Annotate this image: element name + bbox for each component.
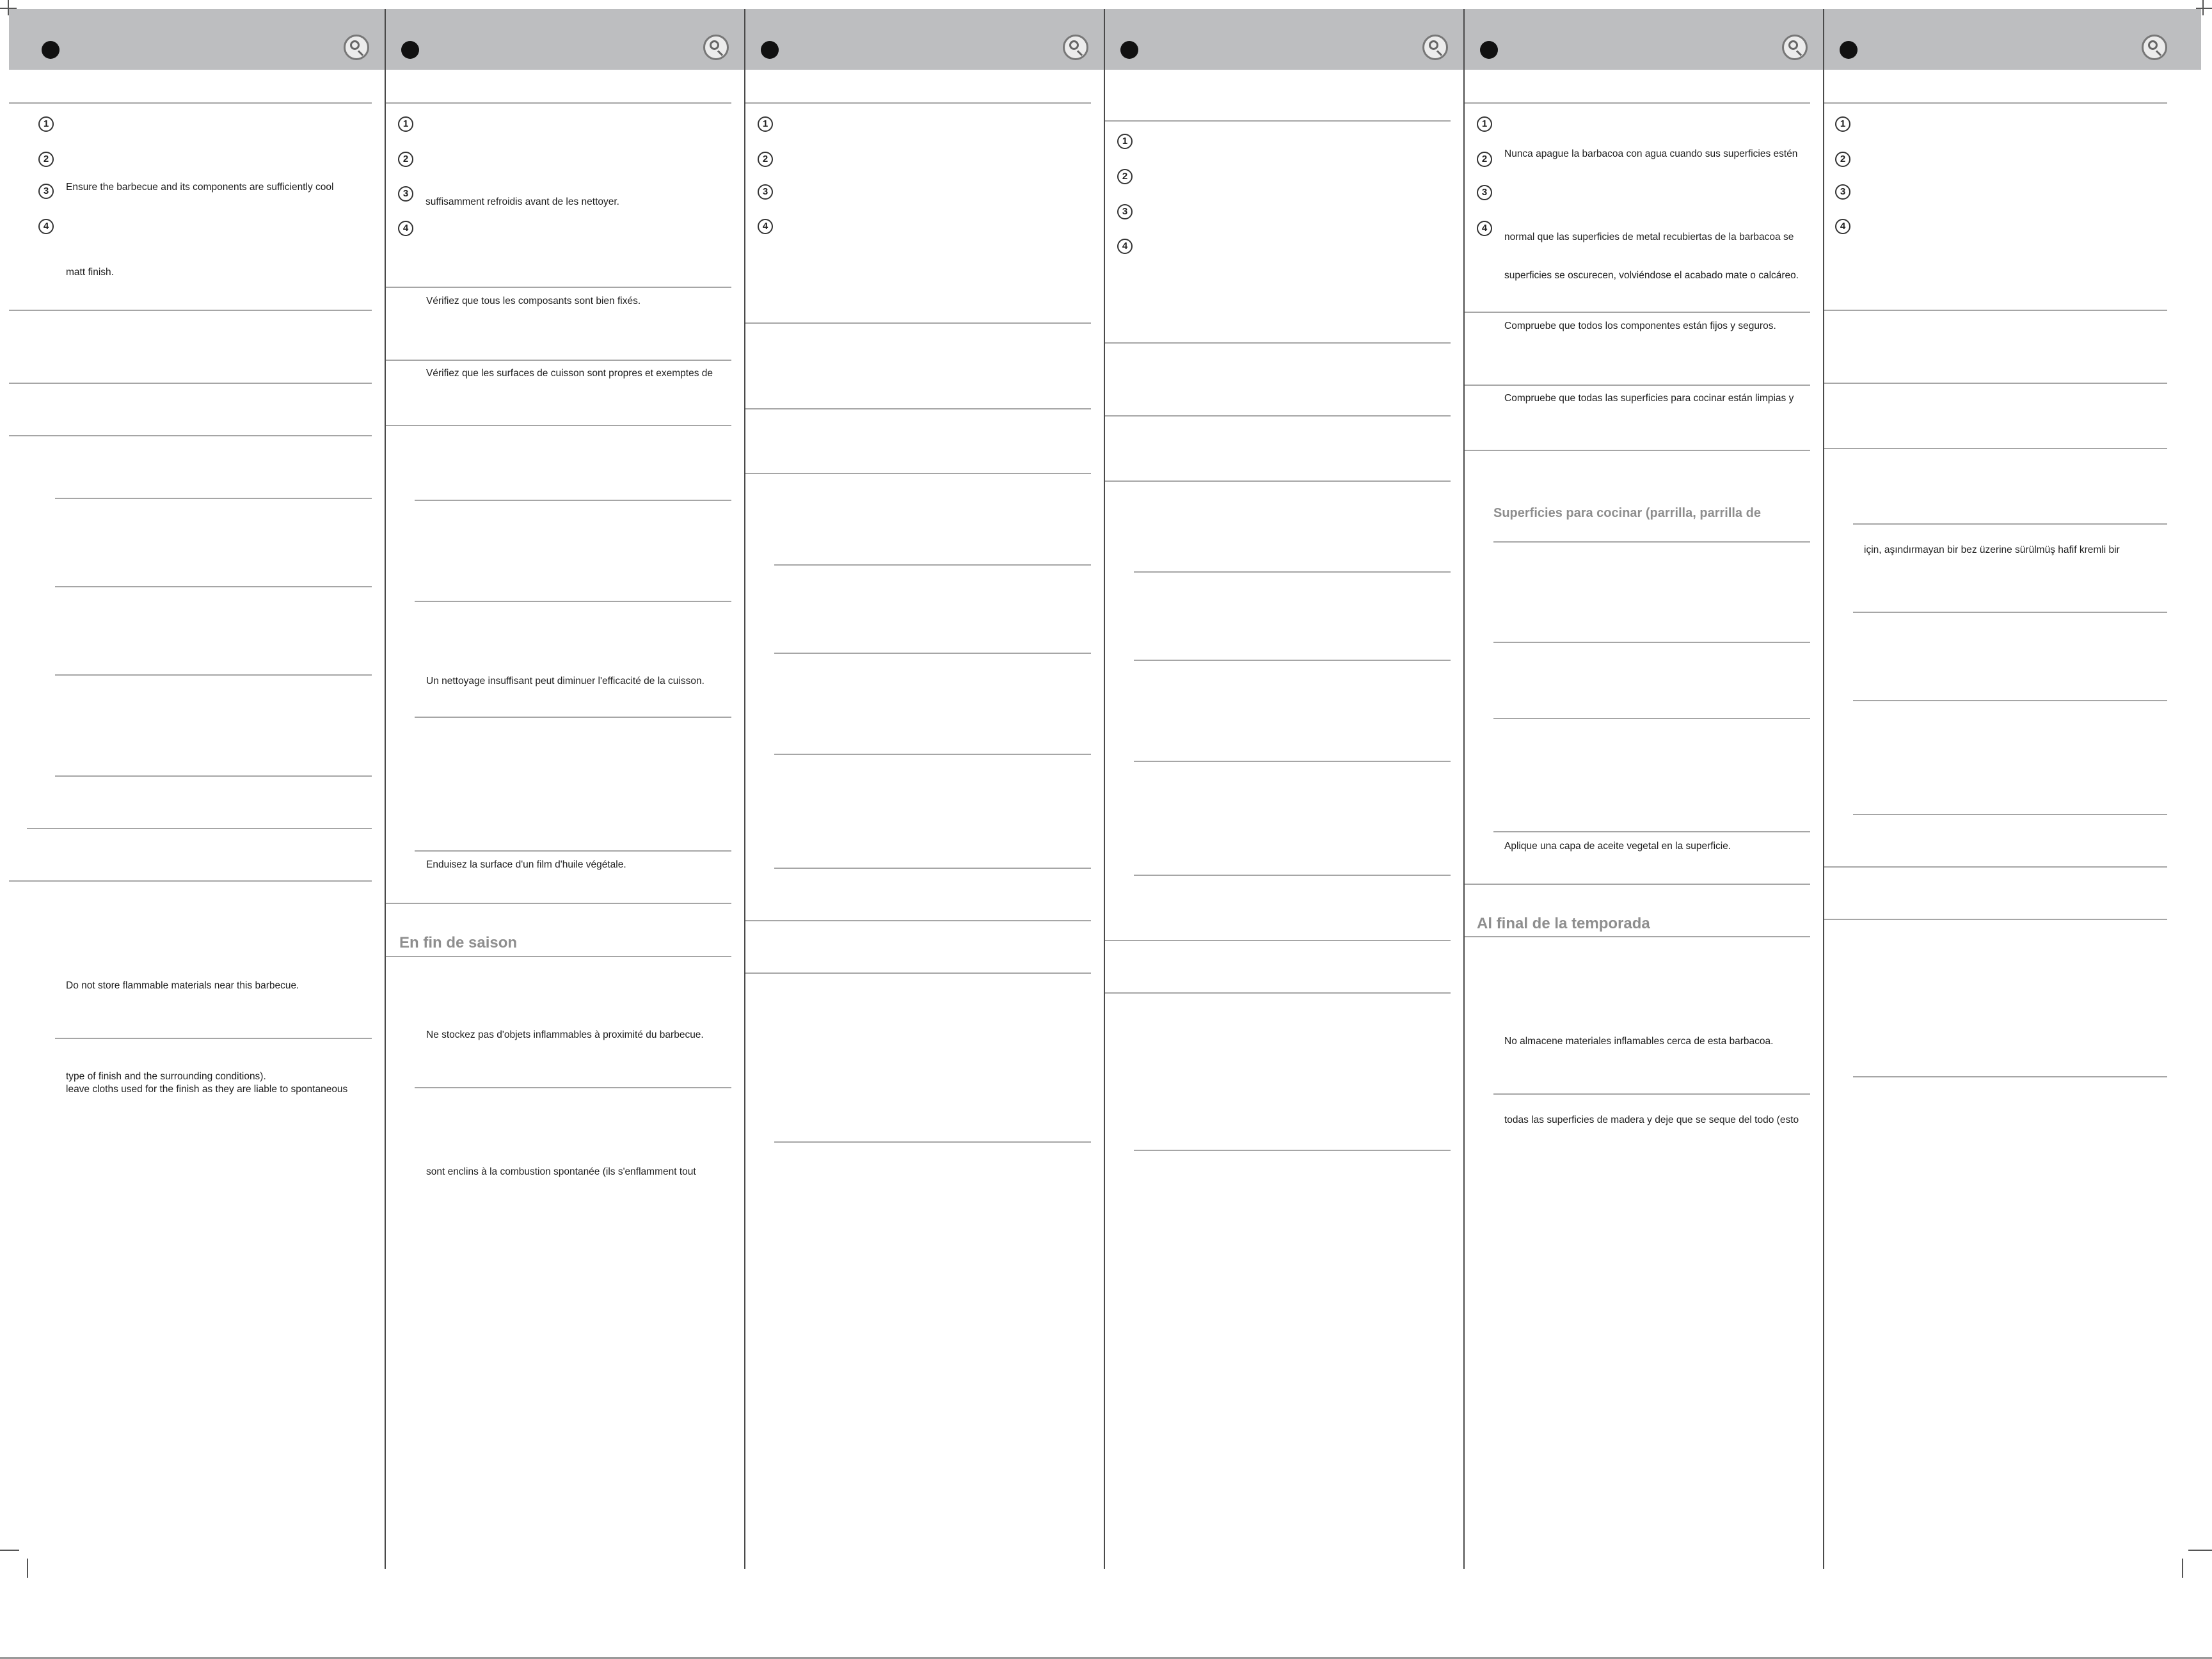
- section-rule: [55, 586, 372, 587]
- crop-mark: [0, 1550, 19, 1551]
- section-rule: [9, 880, 372, 882]
- body-text: Vérifiez que les surfaces de cuisson sont propres et exemptes de: [426, 368, 713, 379]
- section-rule: [415, 500, 731, 501]
- section-rule: [1853, 1076, 2167, 1077]
- section-rule: [745, 408, 1091, 409]
- section-rule: [1105, 415, 1451, 417]
- bullet-dot-icon: [1480, 41, 1498, 59]
- section-rule: [774, 1141, 1091, 1143]
- section-rule: [9, 435, 372, 436]
- column-divider: [1463, 9, 1465, 1569]
- body-text: type of finish and the surrounding conditions).: [66, 1071, 266, 1082]
- bullet-dot-icon: [401, 41, 419, 59]
- section-rule: [1465, 936, 1810, 937]
- magnifier-icon: [1782, 35, 1808, 60]
- body-text: Vérifiez que tous les composants sont bien fixés.: [426, 296, 641, 306]
- section-rule: [745, 473, 1091, 474]
- section-rule: [1105, 940, 1451, 941]
- step-number-4: 4: [38, 219, 54, 234]
- section-rule: [415, 850, 731, 852]
- section-rule: [386, 102, 731, 104]
- section-rule: [1134, 1150, 1451, 1151]
- section-rule: [1824, 866, 2167, 868]
- body-text: Aplique una capa de aceite vegetal en la superficie.: [1504, 841, 1731, 852]
- section-rule: [9, 310, 372, 311]
- section-rule: [1493, 831, 1810, 832]
- section-rule: [1824, 102, 2167, 104]
- magnifier-icon: [703, 35, 729, 60]
- section-rule: [1853, 523, 2167, 525]
- section-rule: [774, 653, 1091, 654]
- step-number-4: 4: [398, 221, 413, 236]
- step-text: Nunca apague la barbacoa con agua cuando sus superficies estén: [1504, 148, 1798, 159]
- step-number-1: 1: [38, 116, 54, 132]
- step-number-4: 4: [1117, 239, 1133, 254]
- section-rule: [1824, 919, 2167, 920]
- section-rule: [1493, 642, 1810, 643]
- section-rule: [745, 322, 1091, 324]
- section-rule: [415, 1087, 731, 1088]
- body-text: Enduisez la surface d'un film d'huile végétale.: [426, 859, 626, 870]
- section-rule: [1105, 992, 1451, 994]
- step-number-4: 4: [758, 219, 773, 234]
- step-text: normal que las superficies de metal recubiertas de la barbacoa se: [1504, 232, 1794, 242]
- step-number-3: 3: [1477, 185, 1492, 200]
- step-number-3: 3: [1117, 204, 1133, 219]
- section-rule: [745, 102, 1091, 104]
- section-rule: [1493, 1093, 1810, 1095]
- section-rule: [1105, 480, 1451, 482]
- step-number-3: 3: [1835, 184, 1850, 200]
- section-rule: [1465, 884, 1810, 885]
- section-rule: [9, 383, 372, 384]
- section-rule: [1493, 541, 1810, 543]
- step-number-1: 1: [1117, 134, 1133, 149]
- body-text: için, aşındırmayan bir bez üzerine sürülmüş hafif kremli bir: [1864, 544, 2120, 555]
- step-number-2: 2: [1117, 169, 1133, 184]
- header-band: [9, 9, 2201, 70]
- step-number-2: 2: [398, 152, 413, 167]
- section-heading: En fin de saison: [399, 934, 518, 951]
- section-rule: [1853, 700, 2167, 701]
- magnifier-icon: [2142, 35, 2167, 60]
- section-rule: [415, 601, 731, 602]
- column-divider: [744, 9, 745, 1569]
- body-text: sont enclins à la combustion spontanée (ils s'enflamment tout: [426, 1166, 696, 1177]
- section-rule: [1465, 385, 1810, 386]
- bullet-dot-icon: [761, 41, 779, 59]
- section-rule: [386, 425, 731, 426]
- column-divider: [1104, 9, 1105, 1569]
- magnifier-icon: [1422, 35, 1448, 60]
- section-rule: [1824, 448, 2167, 449]
- section-rule: [55, 775, 372, 777]
- crop-mark: [27, 1559, 28, 1578]
- section-rule: [1465, 102, 1810, 104]
- section-rule: [386, 360, 731, 361]
- section-rule: [1465, 312, 1810, 313]
- section-heading: Al final de la temporada: [1477, 915, 1650, 932]
- step-text: suffisamment refroidis avant de les nettoyer.: [426, 196, 619, 207]
- body-text: Do not store flammable materials near this barbecue.: [66, 980, 299, 991]
- crop-mark: [2188, 1550, 2212, 1551]
- section-rule: [1493, 718, 1810, 719]
- step-number-2: 2: [1477, 152, 1492, 167]
- section-rule: [55, 674, 372, 676]
- section-heading: Superficies para cocinar (parrilla, parrilla de: [1493, 506, 1761, 520]
- section-rule: [55, 498, 372, 499]
- section-rule: [774, 754, 1091, 755]
- body-text: Un nettoyage insuffisant peut diminuer l'efficacité de la cuisson.: [426, 676, 704, 687]
- section-rule: [1853, 612, 2167, 613]
- body-text: Compruebe que todos los componentes están fijos y seguros.: [1504, 321, 1776, 331]
- column-divider: [1823, 9, 1824, 1569]
- bullet-dot-icon: [42, 41, 60, 59]
- step-number-4: 4: [1835, 219, 1850, 234]
- bullet-dot-icon: [1840, 41, 1858, 59]
- body-text: Ne stockez pas d'objets inflammables à proximité du barbecue.: [426, 1029, 704, 1040]
- step-number-3: 3: [38, 184, 54, 199]
- step-text: superficies se oscurecen, volviéndose el acabado mate o calcáreo.: [1504, 270, 1799, 281]
- section-rule: [415, 717, 731, 718]
- step-number-4: 4: [1477, 221, 1492, 236]
- section-rule: [1465, 450, 1810, 451]
- section-rule: [1105, 342, 1451, 344]
- step-number-2: 2: [38, 152, 54, 167]
- body-text: No almacene materiales inflamables cerca de esta barbacoa.: [1504, 1036, 1774, 1047]
- step-number-1: 1: [398, 116, 413, 132]
- body-text: todas las superficies de madera y deje que se seque del todo (esto: [1504, 1115, 1799, 1125]
- body-text: Compruebe que todas las superficies para cocinar están limpias y: [1504, 393, 1794, 404]
- body-text: leave cloths used for the finish as they are liable to spontaneous: [66, 1084, 348, 1095]
- section-rule: [745, 972, 1091, 974]
- magnifier-icon: [1063, 35, 1088, 60]
- section-rule: [9, 102, 372, 104]
- step-number-1: 1: [1835, 116, 1850, 132]
- bullet-dot-icon: [1120, 41, 1138, 59]
- section-rule: [1134, 660, 1451, 661]
- column-divider: [385, 9, 386, 1569]
- crop-mark: [2182, 1559, 2183, 1578]
- section-rule: [1134, 875, 1451, 876]
- section-rule: [1824, 310, 2167, 311]
- section-rule: [745, 920, 1091, 921]
- step-number-3: 3: [758, 184, 773, 200]
- step-number-3: 3: [398, 186, 413, 202]
- section-rule: [386, 903, 731, 904]
- section-rule: [55, 1038, 372, 1039]
- step-text: Ensure the barbecue and its components are sufficiently cool: [66, 182, 334, 193]
- section-rule: [774, 868, 1091, 869]
- section-rule: [1134, 761, 1451, 762]
- section-rule: [386, 956, 731, 957]
- body-text: matt finish.: [66, 267, 114, 278]
- section-rule: [774, 564, 1091, 566]
- section-rule: [386, 287, 731, 288]
- step-number-1: 1: [1477, 116, 1492, 132]
- step-number-2: 2: [758, 152, 773, 167]
- step-number-2: 2: [1835, 152, 1850, 167]
- section-rule: [1824, 383, 2167, 384]
- section-rule: [1105, 120, 1451, 122]
- section-rule: [1853, 814, 2167, 815]
- section-rule: [1134, 571, 1451, 573]
- section-rule: [27, 828, 372, 829]
- step-number-1: 1: [758, 116, 773, 132]
- magnifier-icon: [344, 35, 369, 60]
